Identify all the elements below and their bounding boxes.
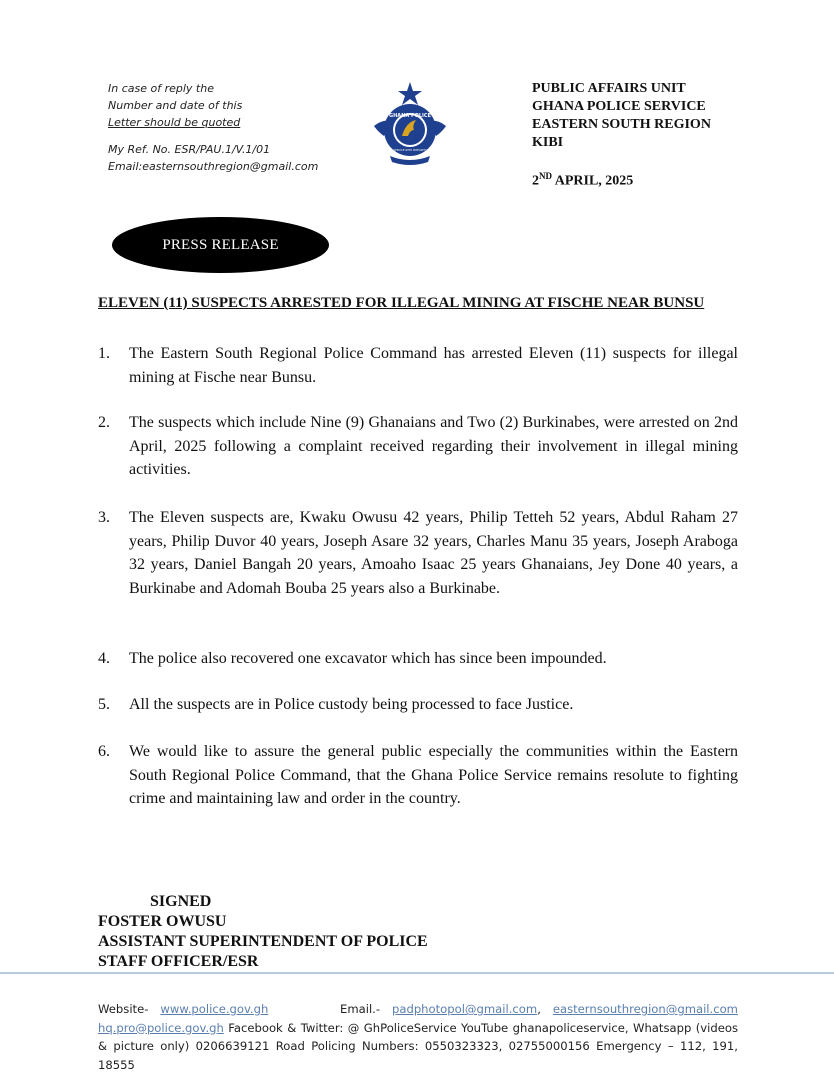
footer-social-and-phones: Facebook & Twitter: @ GhPoliceService YouTube ghanapoliceservice, Whatsapp (videos & picture only) 0206639121 Road Policing Numbers: 0550323323, 02755000156 Emergency – 112, 191, 18555: [98, 1020, 738, 1072]
website-label: Website-: [98, 1002, 161, 1016]
list-item: [98, 506, 738, 600]
list-item: [98, 740, 738, 811]
list-item-number: 4.: [98, 650, 110, 667]
emblem-motto: SERVICE WITH INTEGRITY: [393, 149, 427, 152]
list-item-number: 1.: [98, 345, 110, 362]
email-label: Email.-: [340, 1002, 392, 1016]
list-item: [98, 647, 738, 671]
list-item-text: The suspects which include Nine (9) Ghanaians and Two (2) Burkinabes, were arrested on 2nd April, 2025 following a complaint received regarding their involvement in illegal mining activities.: [129, 414, 738, 478]
emblem-lettering: GHANA POLICE: [389, 113, 431, 119]
date-day: 2: [532, 173, 539, 189]
list-item-text: All the suspects are in Police custody being processed to face Justice.: [129, 696, 574, 713]
footer-contacts: [98, 1000, 738, 1074]
ghana-police-emblem: [370, 78, 450, 168]
list-item-number: 6.: [98, 743, 110, 760]
press-release-label: PRESS RELEASE: [162, 236, 279, 253]
list-item-number: 3.: [98, 509, 110, 526]
signatory-name: FOSTER OWUSU: [98, 913, 227, 930]
list-item-number: 5.: [98, 696, 110, 713]
email-link-padphotopol[interactable]: padphotopol@gmail.com: [392, 1002, 538, 1016]
reference-line-3: Letter should be quoted: [108, 116, 241, 129]
signatory-role: STAFF OFFICER/ESR: [98, 953, 259, 970]
date-rest: APRIL, 2025: [552, 173, 634, 189]
reference-email: Email:easternsouthregion@gmail.com: [108, 160, 319, 173]
signatory-rank: ASSISTANT SUPERINTENDENT OF POLICE: [98, 933, 428, 950]
reference-block: [108, 80, 318, 175]
email-link-hq-pro[interactable]: hq.pro@police.gov.gh: [98, 1020, 224, 1035]
email-separator: ,: [537, 1002, 553, 1016]
release-title: ELEVEN (11) SUSPECTS ARRESTED FOR ILLEGAL MINING AT FISCHE NEAR BUNSU: [98, 295, 705, 311]
footer-divider: [0, 972, 834, 974]
email-link-easternsouthregion[interactable]: easternsouthregion@gmail.com: [552, 1002, 738, 1016]
website-link[interactable]: www.police.gov.gh: [160, 1002, 269, 1016]
signature-signed: SIGNED: [150, 893, 212, 910]
date-suffix: ND: [539, 171, 552, 181]
office-line-3: EASTERN SOUTH REGION: [532, 117, 711, 132]
list-item-text: The Eleven suspects are, Kwaku Owusu 42 years, Philip Tetteh 52 years, Abdul Raham 27 years, Philip Duvor 40 years, Joseph Asare 32 years, Charles Manu 35 years, Joseph Araboga 32 years, Daniel Bangah 20 years, Amoaho Isaac 25 years Ghanaians, Jey Done 40 years, a Burkinabe and Adomah Bouba 25 years also a Burkinabe.: [129, 509, 738, 597]
office-line-1: PUBLIC AFFAIRS UNIT: [532, 81, 686, 96]
list-item-text: The Eastern South Regional Police Command has arrested Eleven (11) suspects for illegal mining at Fische near Bunsu.: [129, 345, 738, 386]
office-block: [532, 80, 711, 152]
office-line-4: KIBI: [532, 135, 564, 150]
list-item: [98, 342, 738, 389]
list-item: [98, 693, 738, 717]
reference-line-2: Number and date of this: [108, 99, 243, 112]
reference-number: My Ref. No. ESR/PAU.1/V.1/01: [108, 143, 271, 156]
list-item-text: We would like to assure the general public especially the communities within the Eastern South Regional Police Command, that the Ghana Police Service remains resolute to fighting crime and maintaining law and order in the country.: [129, 743, 738, 807]
list-item-text: The police also recovered one excavator which has since been impounded.: [129, 650, 607, 667]
office-line-2: GHANA POLICE SERVICE: [532, 99, 706, 114]
list-item: [98, 411, 738, 482]
release-date: [532, 171, 633, 190]
reference-line-1: In case of reply the: [108, 82, 214, 95]
press-release-badge: [112, 217, 329, 273]
police-emblem-icon: [370, 78, 450, 168]
list-item-number: 2.: [98, 414, 110, 431]
